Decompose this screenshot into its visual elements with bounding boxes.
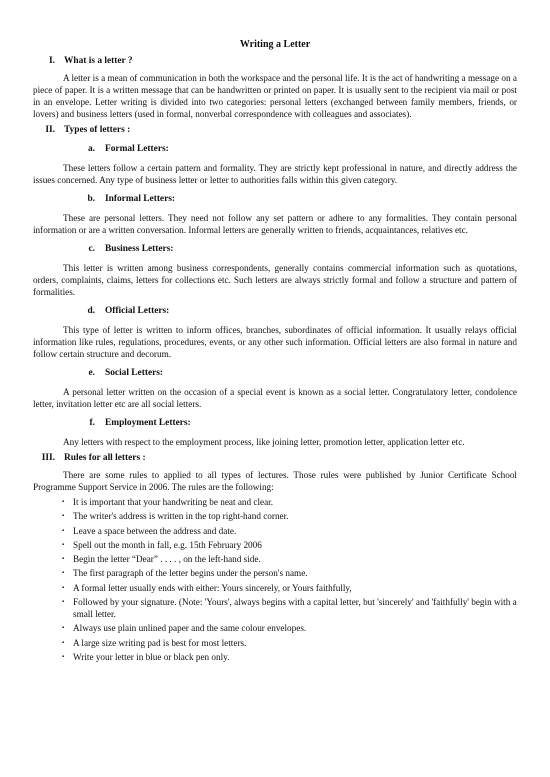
list-item: ▪ Write your letter in blue or black pen only. (62, 651, 230, 662)
list-item: ▪ A large size writing pad is best for most letters. (62, 637, 247, 648)
subsection-title: Social Letters: (105, 368, 164, 378)
section-paragraph: A letter is a mean of communication in both the workspace and the personal life. It is the act of handwriting a message on a piece of paper. It is a written message that can be handwritten or printed on paper. It is usually sent to the recipient via mail or post in an envelope. Letter writing is divided into two categories: personal letters (exchanged between family members, friends, or lovers) and business letters (used in formal, nonverbal correspondence with colleagues and associates). (33, 73, 517, 119)
subsection-letter: a. (87, 144, 95, 154)
section-number: II. (45, 125, 55, 135)
section-number: III. (41, 453, 55, 463)
subsection-paragraph: This type of letter is written to inform offices, branches, subordinates of official information. It usually relays official information like rules, regulations, procedures, events, or any other such information. Official letters are also formal in nature and follow certain structure and decorum. (33, 325, 517, 359)
document-page (33, 38, 517, 665)
subsection-paragraph: A personal letter written on the occasion of a special event is known as a social letter. Congratulatory letter, condolence letter, invitation letter etc are all social letters. (33, 387, 517, 409)
subsection-title: Employment Letters: (105, 418, 191, 428)
subsection-paragraph: This letter is written among business correspondents, generally contains commercial information such as quotations, orders, complaints, claims, letters for collections etc. Such letters are always strictly formal and follow a structure and pattern of formalities. (33, 263, 517, 297)
section-number: I. (49, 56, 55, 66)
bullet-icon: ▪ (62, 527, 65, 534)
list-item: ▪ A formal letter usually ends with either: Yours sincerely, or Yours faithfully, (62, 582, 352, 593)
subsection-paragraph: Any letters with respect to the employment process, like joining letter, promotion letter, application letter etc. (63, 437, 465, 447)
list-item: ▪ The writer's address is written in the top right-hand corner. (62, 511, 289, 522)
subsection-letter: c. (88, 244, 95, 254)
list-item: ▪ Always use plain unlined paper and the same colour envelopes. (62, 623, 307, 634)
bullet-icon: ▪ (62, 625, 65, 632)
section-heading-types-of-letters (33, 124, 517, 136)
subsection-heading-formal (33, 143, 517, 155)
subsection-letter: b. (87, 194, 95, 204)
section-title: Rules for all letters : (64, 453, 146, 463)
subsection-paragraph: These are personal letters. They need not follow any set pattern or adhere to any formalities. They contain personal information or are a written conversation. Informal letters are generally written to friends, acquaintances, relatives etc. (33, 213, 517, 235)
bullet-icon: ▪ (62, 653, 65, 660)
subsection-title: Informal Letters: (105, 194, 176, 204)
list-item: ▪ Leave a space between the address and date. (62, 525, 237, 536)
bullet-icon: ▪ (62, 639, 65, 646)
subsection-heading-social (33, 367, 517, 379)
subsection-paragraph: These letters follow a certain pattern and formality. They are strictly kept professional in nature, and directly address the issues concerned. Any type of business letter or letter to authorities falls within this given category. (33, 163, 517, 185)
section-paragraph: There are some rules to applied to all types of lectures. Those rules were published by Junior Certificate School Programme Support Service in 2006. The rules are the following: (33, 470, 517, 492)
subsection-letter: e. (88, 368, 95, 378)
subsection-letter: d. (87, 306, 95, 316)
bullet-icon: ▪ (62, 556, 65, 563)
section-title: Types of letters : (64, 125, 131, 135)
list-item: ▪ Spell out the month in fall, e.g. 15th February 2006 (62, 539, 262, 550)
subsection-title: Official Letters: (105, 306, 170, 316)
subsection-heading-employment (33, 417, 517, 429)
list-item: ▪ It is important that your handwriting be neat and clear. (62, 497, 274, 507)
list-item: ▪ Followed by your signature. (Note: 'Yours', always begins with a capital letter, but 'sincerely' and 'faithfully' begin with a small letter. (62, 597, 517, 620)
subsection-heading-official (33, 305, 517, 317)
list-item: ▪ Begin the letter “Dear” . . . . , on the left-hand side. (62, 554, 261, 565)
subsection-heading-business (33, 243, 517, 255)
section-heading-what-is-a-letter (33, 55, 517, 67)
list-item: ▪ The first paragraph of the letter begins under the person's name. (62, 568, 308, 579)
bullet-icon: ▪ (62, 599, 65, 606)
bullet-icon: ▪ (62, 570, 65, 577)
section-title: What is a letter ? (64, 56, 133, 66)
subsection-title: Business Letters: (105, 244, 174, 254)
bullet-icon: ▪ (62, 584, 65, 591)
subsection-letter: f. (89, 418, 95, 428)
subsection-heading-informal (33, 193, 517, 205)
section-heading-rules (33, 452, 517, 464)
subsection-title: Formal Letters: (105, 144, 169, 154)
rules-list (33, 496, 517, 663)
bullet-icon: ▪ (62, 499, 65, 505)
document-title: Writing a Letter (239, 39, 311, 50)
bullet-icon: ▪ (62, 513, 65, 520)
bullet-icon: ▪ (62, 541, 65, 548)
